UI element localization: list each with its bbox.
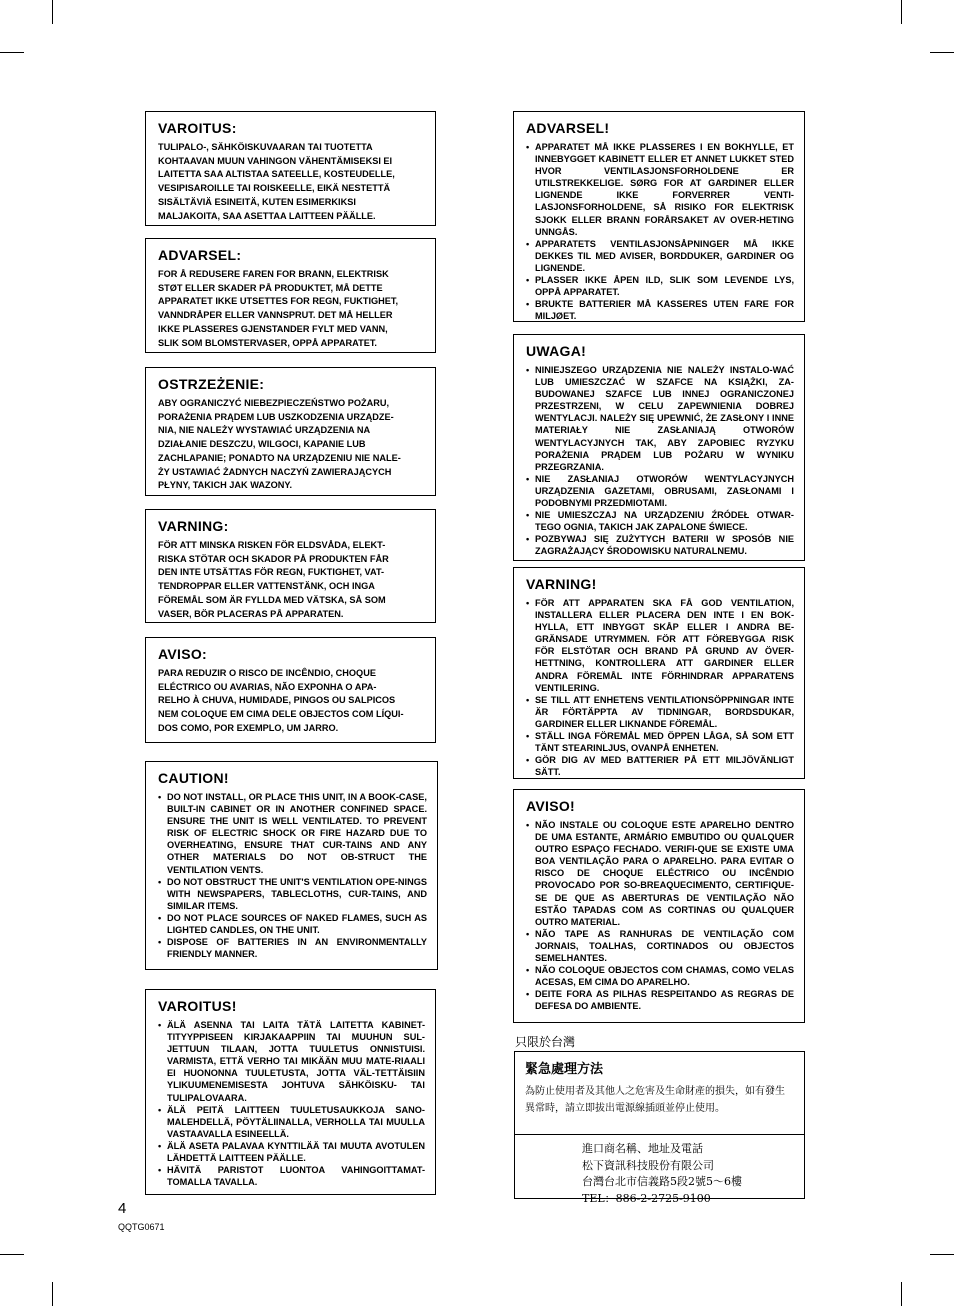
list-item: • ÄLÄ PEITÄ LAITTEEN TUULETUSAUKKOJA SANO-MALEHDELLÄ, PÖYTÄLIINALLA, VERHOLLA TAI MUULLA VASTAAVALLA ESINEELLÄ. bbox=[158, 1104, 425, 1140]
list-item: • NIE ZASŁANIAJ OTWORÓW WENTYLACYJNYCH URZĄDZENIA GAZETAMI, OBRUSAMI, ZASŁONAMI I PODOBNYMI PRZEDMIOTAMI. bbox=[526, 473, 794, 509]
warning-box-varoitus bbox=[145, 111, 436, 226]
list-item: • ÄLÄ ASETA PALAVAA KYNTTILÄÄ TAI MUUTA AVOTULEN LÄHDETTÄ LAITTEEN PÄÄLLE. bbox=[158, 1140, 425, 1164]
crop-mark bbox=[52, 1282, 53, 1306]
warning-text: FÖR ATT MINSKA RISKEN FÖR ELDSVÅDA, ELEKT- RISKA STÖTAR OCH SKADOR PÅ PRODUKTEN FÅR DEN INTE UTSÄTTAS FÖR REGN, FUKTIGHET, VAT- TENDROPPAR ELLER VATTENSTÄNK, OCH INGA FÖREMÅL SOM ÄR FYLLDA MED VÄTSKA, SÅ SOM VASER, BÖR PLACERAS PÅ APPARATEN. bbox=[158, 540, 389, 619]
list-item: • DO NOT PLACE SOURCES OF NAKED FLAMES, SUCH AS LIGHTED CANDLES, ON THE UNIT. bbox=[158, 912, 427, 936]
list-item: • DO NOT INSTALL, OR PLACE THIS UNIT, IN A BOOK-CASE, BUILT-IN CABINET OR IN ANOTHER CONFINED SPACE. ENSURE THE UNIT IS WELL VENTILATED. TO PREVENT RISK OF ELECTRIC SHOCK OR FIRE HAZARD DUE TO OVERHEATING, ENSURE THAT CUR-TAINS AND ANY OTHER MATERIALS DO NOT OB-STRUCT THE VENTILATION VENTS. bbox=[158, 791, 427, 876]
warning-list bbox=[526, 597, 794, 778]
list-item: • SE TILL ATT ENHETENS VENTILATIONSÖPPNINGAR INTE ÄR FÖRTÄPPTA AV TIDNINGAR, BORDSDUKAR, GARDINER ELLER LIKNANDE FÖREMÅL. bbox=[526, 694, 794, 730]
warning-box-advarsel-2 bbox=[513, 111, 805, 322]
warning-box-advarsel bbox=[145, 238, 436, 353]
crop-mark bbox=[901, 0, 902, 24]
warning-text: FOR Å REDUSERE FAREN FOR BRANN, ELEKTRISK STØT ELLER SKADER PÅ PRODUKTET, MÅ DETTE APPARATET IKKE UTSETTES FOR REGN, FUKTIGHET, VANNDRÅPER ELLER VANNSPRUT. DET MÅ HELLER IKKE PLASSERES GJENSTANDER FYLT MED VANN, SLIK SOM BLOMSTERVASER, OPPÅ APPARATET. bbox=[158, 269, 399, 348]
warning-list bbox=[158, 791, 427, 960]
crop-mark bbox=[0, 1254, 24, 1255]
list-item: • NÃO TAPE AS RANHURAS DE VENTILAÇÃO COM JORNAIS, TOALHAS, CORTINADOS OU OBJECTOS SEMELHANTES. bbox=[526, 928, 794, 964]
warning-box-uwaga bbox=[513, 334, 805, 561]
taiwan-only-note: 只限於台灣 bbox=[515, 1035, 576, 1049]
list-item: • DISPOSE OF BATTERIES IN AN ENVIRONMENTALLY FRIENDLY MANNER. bbox=[158, 936, 427, 960]
warning-list bbox=[526, 819, 794, 1013]
list-item: • NINIEJSZEGO URZĄDZENIA NIE NALEŻY INSTALO-WAĆ LUB UMIESZCZAĆ W SZAFCE NA KSIĄŻKI, ZA-BUDOWANEJ SZAFCE LUB INNEJ OGRANICZONEJ PRZESTRZENI, W CELU ZAPEWNIENIA DOBREJ WENTYLACJI. NALEŻY SIĘ UPEWNIĆ, ŻE ZASŁONY I INNE MATERIAŁY NIE ZASŁANIAJĄ OTWORÓW WENTYLACYJNYCH TAK, ABY ZAPOBIEC RYZYKU PORAŻENIA PRĄDEM LUB POŻARU W WYNIKU PRZEGRZANIA. bbox=[526, 364, 794, 473]
emergency-box bbox=[514, 1051, 805, 1205]
warning-heading: CAUTION! bbox=[158, 770, 229, 786]
warning-box-varoitus-2 bbox=[145, 989, 436, 1195]
warning-box-caution bbox=[145, 761, 438, 970]
warning-heading: VARNING: bbox=[158, 518, 229, 534]
list-item: • NIE UMIESZCZAJ NA URZĄDZENIU ŹRÓDEŁ OTWAR-TEGO OGNIA, TAKICH JAK ZAPALONE ŚWIECE. bbox=[526, 509, 794, 533]
warning-heading: UWAGA! bbox=[526, 343, 587, 359]
warning-list bbox=[526, 141, 794, 322]
crop-mark bbox=[52, 0, 53, 24]
warning-list bbox=[158, 1019, 425, 1188]
list-item: • DEITE FORA AS PILHAS RESPEITANDO AS REGRAS DE DEFESA DO AMBIENTE. bbox=[526, 988, 794, 1012]
crop-mark bbox=[901, 1282, 902, 1306]
list-item: • STÄLL INGA FÖREMÅL MED ÖPPEN LÅGA, SÅ SOM ETT TÄNT STEARINLJUS, OVANPÅ ENHETEN. bbox=[526, 730, 794, 754]
warning-heading: ADVARSEL! bbox=[526, 120, 610, 136]
address-line: 台灣台北市信義路5段2號5～6樓 bbox=[582, 1175, 742, 1188]
address-line: 進口商名稱、地址及電話 bbox=[582, 1142, 703, 1155]
list-item: • ÄLÄ ASENNA TAI LAITA TÄTÄ LAITETTA KABINET-TITYYPPISEEN KIRJAKAAPPIIN TAI MUUHUN SUL-JETTUUN TILAAN, JOTTA TUULETUS ONNISTUISI. VARMISTA, ETTÄ VERHO TAI MIKÄÄN MUU MATE-RIAALI EI HUONONNA TUULETUSTA, JOTTA VÄL-TETTÄISIIN YLIKUUMENEMISESTA JOHTUVA SÄHKÖISKU- TAI TULIPALOVAARA. bbox=[158, 1019, 425, 1104]
importer-address bbox=[515, 1135, 804, 1207]
address-line: 松下資訊科技股份有限公司 bbox=[582, 1158, 714, 1172]
warning-heading: VARNING! bbox=[526, 576, 597, 592]
list-item: • APPARATETS VENTILASJONSÅPNINGER MÅ IKKE DEKKES TIL MED AVISER, BORDDUKER, GARDINER OG LIGNENDE. bbox=[526, 238, 794, 274]
list-item: • BRUKTE BATTERIER MÅ KASSERES UTEN FARE FOR MILJØET. bbox=[526, 298, 794, 322]
warning-heading: VAROITUS! bbox=[158, 998, 237, 1014]
emergency-section bbox=[515, 1052, 804, 1135]
warning-box-aviso-2 bbox=[513, 789, 805, 1023]
warning-heading: VAROITUS: bbox=[158, 120, 237, 136]
list-item: • GÖR DIG AV MED BATTERIER PÅ ETT MILJÖVÄNLIGT SÄTT. bbox=[526, 754, 794, 778]
warning-box-varning bbox=[145, 509, 436, 623]
list-item: • PLASSER IKKE ÅPEN ILD, SLIK SOM LEVENDE LYS, OPPÅ APPARATET. bbox=[526, 274, 794, 298]
warning-box-varning-2 bbox=[513, 567, 805, 779]
list-item: • NÃO COLOQUE OBJECTOS COM CHAMAS, COMO VELAS ACESAS, EM CIMA DO APARELHO. bbox=[526, 964, 794, 988]
crop-mark bbox=[930, 1254, 954, 1255]
list-item: • FÖR ATT APPARATEN SKA FÅ GOD VENTILATION, INSTALLERA ELLER PLACERA DEN INTE I EN BOK-HYLLA, ETT INBYGGT SKÅP ELLER I ANDRA BE-GRÄNSADE UTRYMMEN. FÖR ATT FÖREBYGGA RISK FÖR ELSTÖTAR OCH BRAND PÅ GRUND AV ÖVER-HETTNING, KONTROLLERA ATT GARDINER ELLER ANDRA FÖREMÅL INTE FÖRHINDRAR APPARATENS VENTILERING. bbox=[526, 597, 794, 694]
address-line: TEL：886-2-2725-9100 bbox=[582, 1191, 711, 1205]
list-item: • HÄVITÄ PARISTOT LUONTOA VAHINGOITTAMAT-TOMALLA TAVALLA. bbox=[158, 1164, 425, 1188]
list-item: • POZBYWAJ SIĘ ZUŻYTYCH BATERII W SPOSÓB NIE ZAGRAŻAJĄCY ŚRODOWISKU NATURALNEMU. bbox=[526, 533, 794, 557]
warning-list bbox=[526, 364, 794, 558]
warning-box-aviso bbox=[145, 637, 436, 743]
page-number: 4 bbox=[118, 1200, 127, 1217]
warning-heading: AVISO: bbox=[158, 646, 207, 662]
warning-text: PARA REDUZIR O RISCO DE INCÊNDIO, CHOQUE ELÉCTRICO OU AVARIAS, NÃO EXPONHA O APA- RELHO À CHUVA, HUMIDADE, PINGOS OU SALPICOS NEM COLOQUE EM CIMA DELE OBJECTOS COM LÍQUI- DOS COMO, POR EXEMPLO, UM JARRO. bbox=[158, 668, 404, 733]
warning-heading: ADVARSEL: bbox=[158, 247, 242, 263]
document-code: QQTG0671 bbox=[118, 1222, 165, 1232]
warning-box-ostrzezenie bbox=[145, 367, 436, 496]
emergency-text: 為防止使用者及其他人之危害及生命財產的損失，如有發生 異常時，請立即拔出電源線插頭並停止使用。 bbox=[525, 1086, 785, 1114]
warning-text: ABY OGRANICZYĆ NIEBEZPIECZEŃSTWO POŻARU, PORAŻENIA PRĄDEM LUB USZKODZENIA URZĄDZE- NIA, NIE NALEŻY WYSTAWIAĆ URZĄDZENIA NA DZIAŁANIE DESZCZU, WILGOCI, KAPANIE LUB ZACHLAPANIE; PONADTO NA URZĄDZENIU NIE NALE- ŻY USTAWIAĆ ŻADNYCH NACZYŃ ZAWIERAJĄCYCH PŁYNY, TAKICH JAK WAZONY. bbox=[158, 398, 401, 491]
warning-text: TULIPALO-, SÄHKÖISKUVAARAN TAI TUOTETTA KOHTAAVAN MUUN VAHINGON VÄHENTÄMISEKSI EI LAITETTA SAA ALTISTAA SATEELLE, KOSTEUDELLE, VESIPISAROILLE TAI ROISKEELLE, EIKÄ NESTETTÄ SISÄLTÄVIÄ ESINEITÄ, KUTEN ESIMERKIKSI MALJAKOITA, SAA ASETTAA LAITTEEN PÄÄLLE. bbox=[158, 142, 395, 221]
warning-heading: AVISO! bbox=[526, 798, 575, 814]
emergency-title: 緊急處理方法 bbox=[525, 1062, 604, 1077]
list-item: • APPARATET MÅ IKKE PLASSERES I EN BOKHYLLE, ET INNEBYGGET KABINETT ELLER ET ANNET LUKKET STED HVOR VENTILASJONSFORHOLDENE ER UTILSTREKKELIGE. SØRG FOR AT GARDINER ELLER LIGNENDE IKKE FORVERRER VENTI-LASJONSFORHOLDENE, SÅ RISIKO FOR ELEKTRISK SJOKK ELLER BRANN FORÅRSAKET AV OVER-HETING UNNGÅS. bbox=[526, 141, 794, 238]
list-item: • DO NOT OBSTRUCT THE UNIT'S VENTILATION OPE-NINGS WITH NEWSPAPERS, TABLECLOTHS, CUR-TAINS, AND SIMILAR ITEMS. bbox=[158, 876, 427, 912]
warning-heading: OSTRZEŻENIE: bbox=[158, 376, 265, 392]
crop-mark bbox=[0, 52, 24, 53]
crop-mark bbox=[930, 52, 954, 53]
list-item: • NÃO INSTALE OU COLOQUE ESTE APARELHO DENTRO DE UMA ESTANTE, ARMÁRIO EMBUTIDO OU QUALQUER OUTRO ESPAÇO FECHADO. VERIFI-QUE SE EXISTE UMA BOA VENTILAÇÃO PARA O APARELHO. PARA EVITAR O RISCO DE CHOQUE ELÉCTRICO OU INCÊNDIO PROVOCADO POR SO-BREAQUECIMENTO, CERTIFIQUE-SE DE QUE AS ABERTURAS DE VENTILAÇÃO NÃO ESTÃO TAPADAS COM AS CORTINAS OU QUALQUER OUTRO MATERIAL. bbox=[526, 819, 794, 928]
